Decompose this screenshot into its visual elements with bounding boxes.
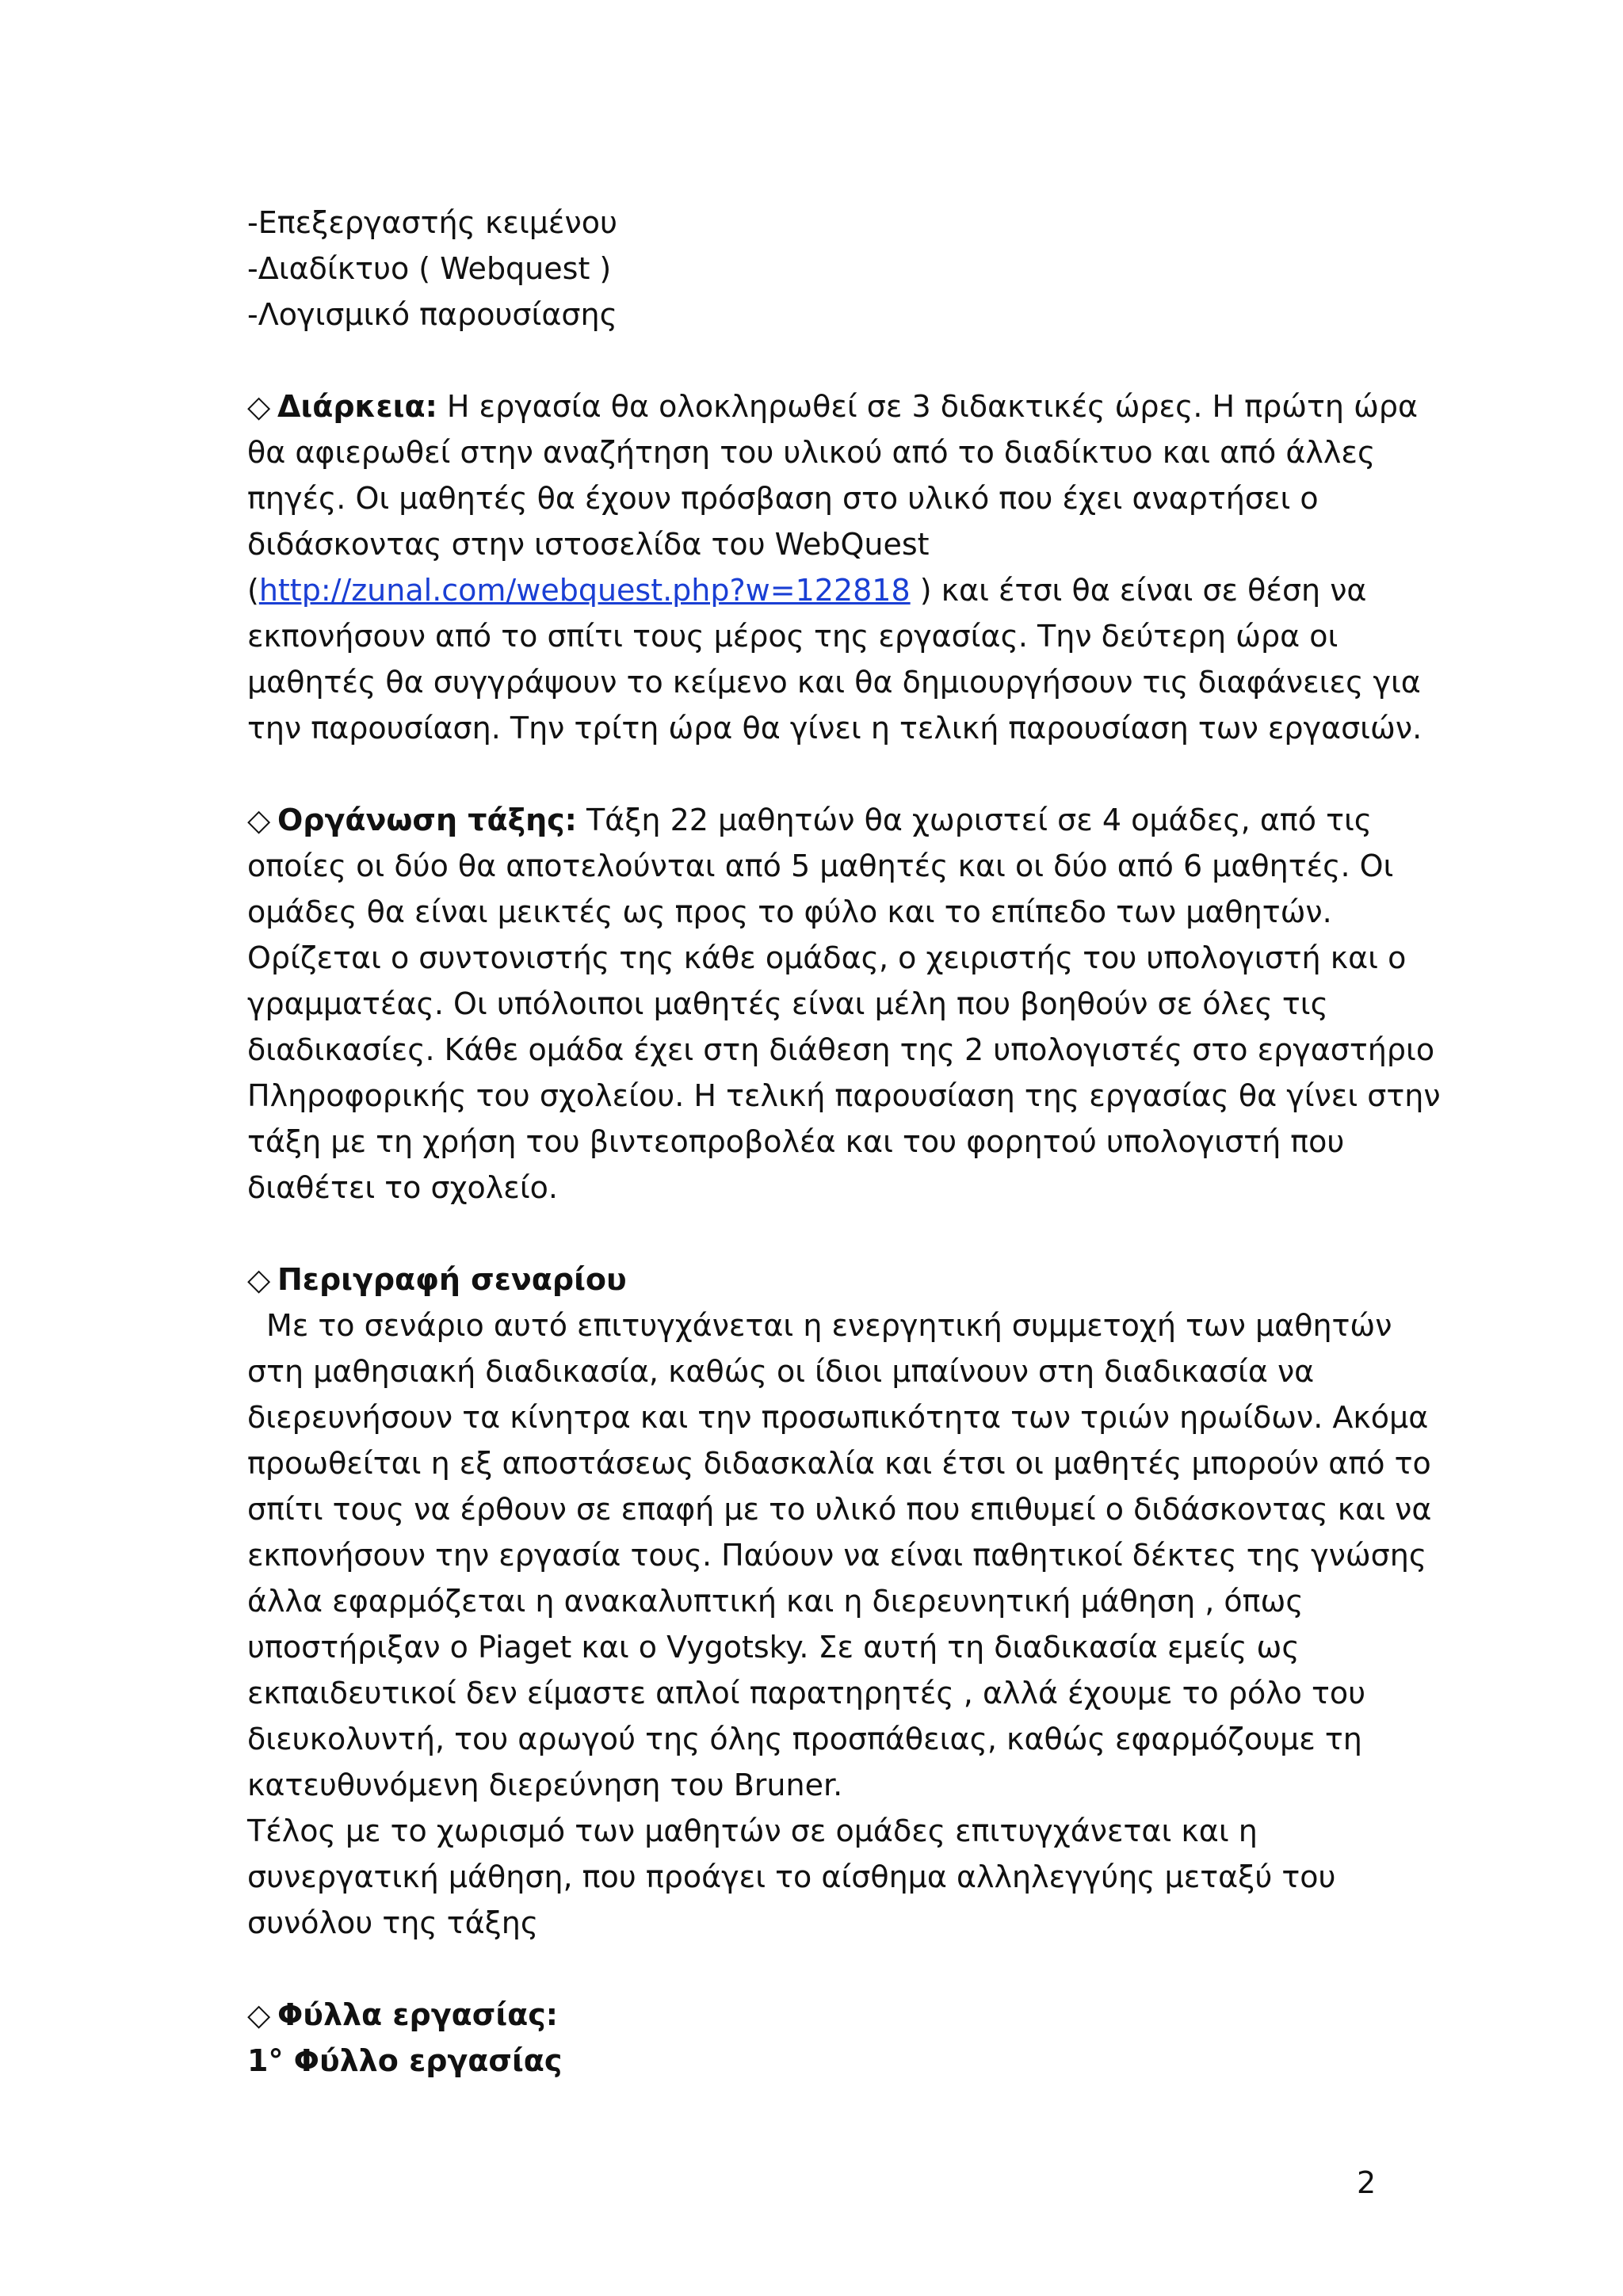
organization-text: Πληροφορικής του σχολείου. Η τελική παρουσίαση της εργασίας θα γίνει στην <box>247 1078 1441 1113</box>
link-open-paren: ( <box>247 573 259 608</box>
scenario-text: διευκολυντή, του αρωγού της όλης προσπάθειας, καθώς εφαρμόζουμε τη <box>247 1722 1362 1756</box>
spacer <box>247 1946 1388 1992</box>
organization-text: γραμματέας. Οι υπόλοιποι μαθητές είναι μέλη που βοηθούν σε όλες τις <box>247 986 1328 1021</box>
organization-text: Τάξη 22 μαθητών θα χωριστεί σε 4 ομάδες, από τις <box>576 803 1373 837</box>
scenario-text: κατευθυνόμενη διερεύνηση του Bruner. <box>247 1768 843 1802</box>
page-content <box>247 200 1441 2084</box>
duration-text: μαθητές θα συγγράψουν το κείμενο και θα δημιουργήσουν τις διαφάνειες για <box>247 665 1421 700</box>
organization-heading-line <box>247 797 1388 843</box>
scenario-text: συνόλου της τάξης <box>247 1905 539 1940</box>
duration-text: εκπονήσουν από το σπίτι τους μέρος της εργασίας. Την δεύτερη ώρα οι <box>247 619 1338 654</box>
duration-text: ) και έτσι θα είναι σε θέση να <box>910 573 1367 608</box>
duration-link-line <box>247 567 1388 613</box>
first-worksheet-heading: 1° Φύλλο εργασίας <box>247 2043 563 2078</box>
duration-text: πηγές. Οι μαθητές θα έχουν πρόσβαση στο υλικό που έχει αναρτήσει ο <box>247 481 1319 516</box>
tool-item: -Επεξεργαστής κειμένου <box>247 205 617 240</box>
organization-text: Ορίζεται ο συντονιστής της κάθε ομάδας, ο χειριστής του υπολογιστή και ο <box>247 940 1407 975</box>
scenario-text: εκπονήσουν την εργασία τους. Παύουν να είναι παθητικοί δέκτες της γνώσης <box>247 1538 1427 1573</box>
diamond-bullet-icon: ◇ <box>247 1262 271 1297</box>
spacer <box>247 338 1388 383</box>
duration-label: Διάρκεια: <box>277 389 437 424</box>
scenario-text: συνεργατική μάθηση, που προάγει το αίσθημα αλληλεγγύης μεταξύ του <box>247 1859 1336 1894</box>
tool-item: -Διαδίκτυο ( Webquest ) <box>247 251 612 286</box>
scenario-text: Τέλος με το χωρισμό των μαθητών σε ομάδες επιτυγχάνεται και η <box>247 1814 1258 1848</box>
scenario-text: προωθείται η εξ αποστάσεως διδασκαλία και έτσι οι μαθητές μπορούν από το <box>247 1446 1431 1481</box>
diamond-bullet-icon: ◇ <box>247 389 271 424</box>
scenario-text: στη μαθησιακή διαδικασία, καθώς οι ίδιοι μπαίνουν στη διαδικασία να <box>247 1354 1315 1389</box>
scenario-text: εκπαιδευτικοί δεν είμαστε απλοί παρατηρητές , αλλά έχουμε το ρόλο του <box>247 1676 1366 1711</box>
organization-text: ομάδες θα είναι μεικτές ως προς το φύλο και το επίπεδο των μαθητών. <box>247 894 1332 929</box>
organization-label: Οργάνωση τάξης: <box>277 803 577 837</box>
spacer <box>247 1211 1388 1257</box>
duration-text: θα αφιερωθεί στην αναζήτηση του υλικού από το διαδίκτυο και από άλλες <box>247 435 1376 470</box>
worksheets-label: Φύλλα εργασίας: <box>277 1997 558 2032</box>
scenario-text: Με το σενάριο αυτό επιτυγχάνεται η ενεργητική συμμετοχή των μαθητών <box>266 1308 1392 1343</box>
duration-heading-line <box>247 383 1419 429</box>
spacer <box>247 751 1388 797</box>
duration-text: διδάσκοντας στην ιστοσελίδα του WebQuest <box>247 527 930 562</box>
duration-text: την παρουσίαση. Την τρίτη ώρα θα γίνει η τελική παρουσίαση των εργασιών. <box>247 711 1423 746</box>
page-number: 2 <box>1357 2165 1377 2200</box>
organization-text: διαδικασίες. Κάθε ομάδα έχει στη διάθεση της 2 υπολογιστές στο εργαστήριο <box>247 1032 1435 1067</box>
organization-text: τάξη με τη χρήση του βιντεοπροβολέα και του φορητού υπολογιστή που <box>247 1124 1345 1159</box>
diamond-bullet-icon: ◇ <box>247 1997 271 2032</box>
diamond-bullet-icon: ◇ <box>247 803 271 837</box>
scenario-text: διερευνήσουν τα κίνητρα και την προσωπικότητα των τριών ηρωίδων. Ακόμα <box>247 1400 1429 1435</box>
scenario-text: άλλα εφαρμόζεται η ανακαλυπτική και η διερευνητική μάθηση , όπως <box>247 1584 1304 1619</box>
organization-text: διαθέτει το σχολείο. <box>247 1170 559 1205</box>
webquest-link[interactable]: http://zunal.com/webquest.php?w=122818 <box>258 573 911 608</box>
scenario-label: Περιγραφή σεναρίου <box>277 1262 627 1297</box>
worksheets-heading-line <box>247 1992 1388 2038</box>
duration-text: Η εργασία θα ολοκληρωθεί σε 3 διδακτικές ώρες. Η πρώτη ώρα <box>437 389 1419 424</box>
scenario-heading-line <box>247 1257 1388 1302</box>
scenario-text: υποστήριξαν ο Piaget και ο Vygotsky. Σε αυτή τη διαδικασία εμείς ως <box>247 1630 1300 1665</box>
organization-text: οποίες οι δύο θα αποτελούνται από 5 μαθητές και οι δύο από 6 μαθητές. Οι <box>247 849 1394 883</box>
tool-item: -Λογισμικό παρουσίασης <box>247 297 617 332</box>
scenario-text: σπίτι τους να έρθουν σε επαφή με το υλικό που επιθυμεί ο διδάσκοντας και να <box>247 1492 1432 1527</box>
